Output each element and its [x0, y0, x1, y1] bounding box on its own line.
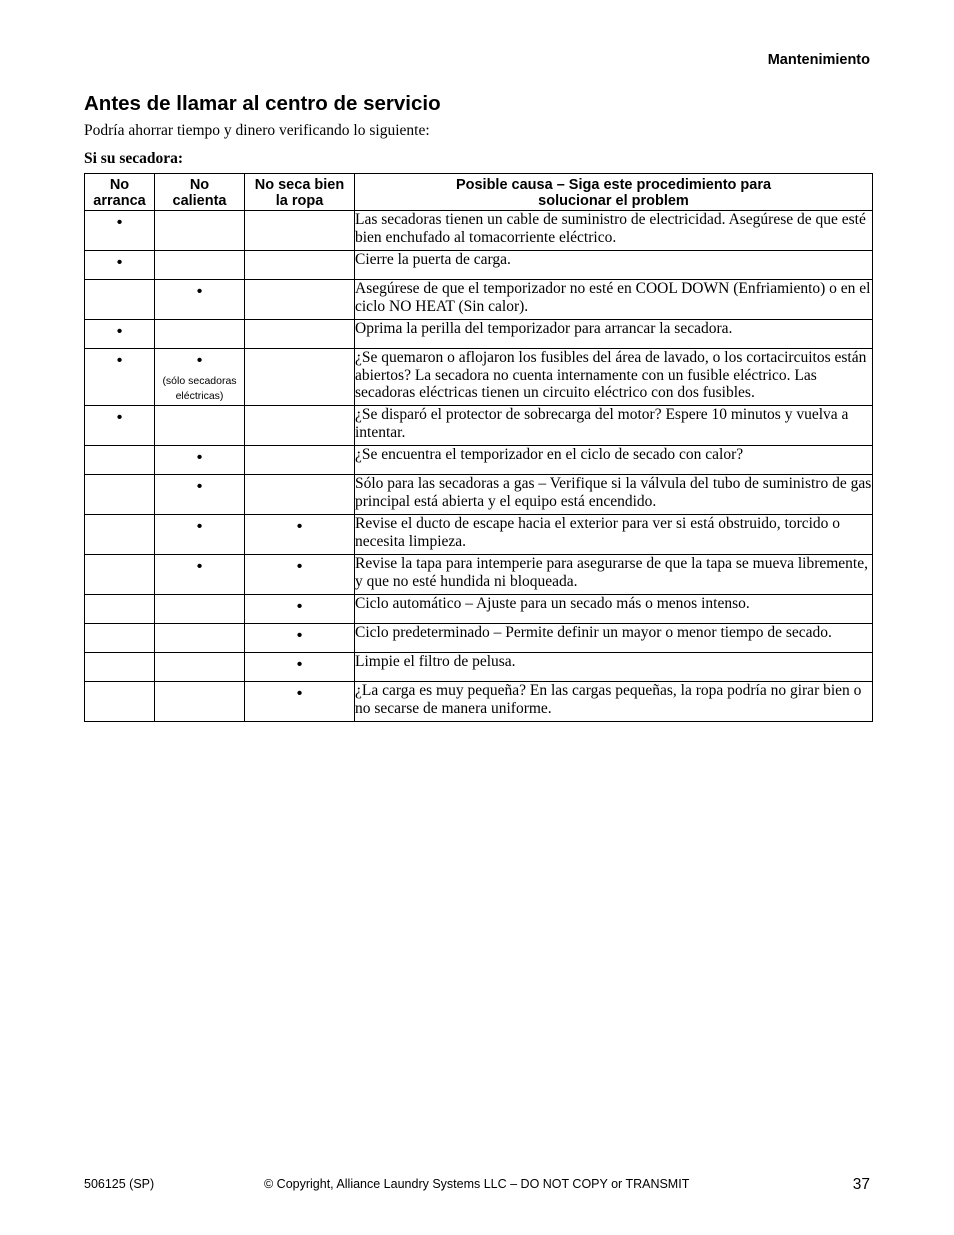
bullet-mark: • — [296, 627, 303, 644]
symptom-cell — [155, 280, 245, 320]
section-header: Mantenimiento — [767, 52, 870, 68]
table-row — [85, 555, 873, 595]
symptom-cell — [85, 475, 155, 515]
symptom-cell — [155, 653, 245, 682]
bullet-mark: • — [196, 478, 203, 495]
symptom-cell — [85, 595, 155, 624]
cause-cell: Revise la tapa para intemperie para asegurarse de que la tapa se mueva libremente, y que no esté hundida ni bloqueada. — [355, 555, 873, 595]
symptom-cell — [245, 406, 355, 446]
symptom-cell — [85, 555, 155, 595]
symptom-cell — [245, 320, 355, 349]
symptom-cell — [85, 515, 155, 555]
symptom-cell — [85, 446, 155, 475]
cause-cell: ¿Se encuentra el temporizador en el ciclo de secado con calor? — [355, 446, 873, 475]
footer-copyright: © Copyright, Alliance Laundry Systems LLC – DO NOT COPY or TRANSMIT — [264, 1177, 690, 1191]
symptom-cell — [245, 653, 355, 682]
symptom-cell — [85, 349, 155, 406]
symptom-cell — [155, 595, 245, 624]
symptom-cell — [155, 349, 245, 406]
bullet-mark: • — [296, 656, 303, 673]
bullet-mark: • — [196, 558, 203, 575]
symptom-cell — [155, 624, 245, 653]
cause-cell: ¿Se disparó el protector de sobrecarga del motor? Espere 10 minutos y vuelva a intentar. — [355, 406, 873, 446]
table-body — [85, 211, 873, 722]
table-header-row — [85, 174, 873, 211]
bullet-mark: • — [116, 409, 123, 426]
bullet-mark: • — [196, 449, 203, 466]
footer-page-number: 37 — [852, 1176, 870, 1193]
symptom-cell — [155, 251, 245, 280]
table-row — [85, 475, 873, 515]
cause-cell: Revise el ducto de escape hacia el exterior para ver si está obstruido, torcido o necesita limpieza. — [355, 515, 873, 555]
cause-cell: Oprima la perilla del temporizador para arrancar la secadora. — [355, 320, 873, 349]
table-row — [85, 446, 873, 475]
symptom-cell — [155, 515, 245, 555]
troubleshooting-table — [84, 173, 873, 722]
symptom-cell — [245, 555, 355, 595]
column-header-posible-causa: Posible causa – Siga este procedimiento para solucionar el problem — [355, 174, 873, 211]
symptom-cell — [155, 446, 245, 475]
cause-cell: Cierre la puerta de carga. — [355, 251, 873, 280]
bullet-mark: • — [296, 558, 303, 575]
symptom-cell — [155, 475, 245, 515]
table-row — [85, 349, 873, 406]
table-row — [85, 595, 873, 624]
symptom-cell — [245, 349, 355, 406]
symptom-cell — [85, 624, 155, 653]
cause-cell: Asegúrese de que el temporizador no esté en COOL DOWN (Enfriamiento) o en el ciclo NO HEAT (Sin calor). — [355, 280, 873, 320]
symptom-cell — [85, 653, 155, 682]
bullet-mark: • — [116, 254, 123, 271]
symptom-cell — [245, 595, 355, 624]
cause-cell: Sólo para las secadoras a gas – Verifique si la válvula del tubo de suministro de gas principal está abierta y el equipo está encendido. — [355, 475, 873, 515]
table-subhead: Si su secadora: — [84, 150, 184, 167]
page-title: Antes de llamar al centro de servicio — [84, 92, 441, 115]
symptom-cell — [155, 320, 245, 349]
bullet-mark: • — [116, 323, 123, 340]
symptom-cell — [245, 280, 355, 320]
intro-text: Podría ahorrar tiempo y dinero verificando lo siguiente: — [84, 122, 430, 139]
bullet-mark: • — [196, 283, 203, 300]
symptom-cell — [245, 515, 355, 555]
cause-cell: ¿Se quemaron o aflojaron los fusibles del área de lavado, o los cortacircuitos están abiertos? La secadora no cuenta internamente con un fusible eléctrico. Las secadoras eléctricas tienen un circuito eléctrico con dos fusibles. — [355, 349, 873, 406]
bullet-mark: • — [196, 352, 203, 369]
bullet-mark: • — [296, 598, 303, 615]
symptom-cell — [155, 682, 245, 722]
table-row — [85, 653, 873, 682]
table-row — [85, 320, 873, 349]
table-row — [85, 624, 873, 653]
cell-note: eléctricas) — [175, 390, 224, 402]
table-row — [85, 280, 873, 320]
symptom-cell — [85, 211, 155, 251]
cause-cell: Ciclo automático – Ajuste para un secado más o menos intenso. — [355, 595, 873, 624]
table-row — [85, 682, 873, 722]
symptom-cell — [85, 251, 155, 280]
table-row — [85, 406, 873, 446]
table-row — [85, 211, 873, 251]
symptom-cell — [245, 624, 355, 653]
symptom-cell — [245, 446, 355, 475]
symptom-cell — [85, 280, 155, 320]
bullet-mark: • — [116, 214, 123, 231]
table-row — [85, 251, 873, 280]
symptom-cell — [245, 475, 355, 515]
symptom-cell — [155, 555, 245, 595]
symptom-cell — [85, 406, 155, 446]
cause-cell: ¿La carga es muy pequeña? En las cargas pequeñas, la ropa podría no girar bien o no secarse de manera uniforme. — [355, 682, 873, 722]
footer-doc-number: 506125 (SP) — [84, 1177, 155, 1191]
symptom-cell — [85, 320, 155, 349]
column-header-no-arranca: No arranca — [85, 174, 155, 211]
cause-cell: Las secadoras tienen un cable de suministro de electricidad. Asegúrese de que esté bien enchufado al tomacorriente eléctrico. — [355, 211, 873, 251]
table-row — [85, 515, 873, 555]
bullet-mark: • — [116, 352, 123, 369]
symptom-cell — [155, 406, 245, 446]
cell-note: (sólo secadoras — [162, 375, 237, 387]
symptom-cell — [245, 211, 355, 251]
bullet-mark: • — [196, 518, 203, 535]
symptom-cell — [155, 211, 245, 251]
cause-cell: Limpie el filtro de pelusa. — [355, 653, 873, 682]
symptom-cell — [85, 682, 155, 722]
column-header-no-calienta: No calienta — [155, 174, 245, 211]
symptom-cell — [245, 251, 355, 280]
bullet-mark: • — [296, 685, 303, 702]
cause-cell: Ciclo predeterminado – Permite definir un mayor o menor tiempo de secado. — [355, 624, 873, 653]
bullet-mark: • — [296, 518, 303, 535]
column-header-no-seca: No seca bien la ropa — [245, 174, 355, 211]
symptom-cell — [245, 682, 355, 722]
